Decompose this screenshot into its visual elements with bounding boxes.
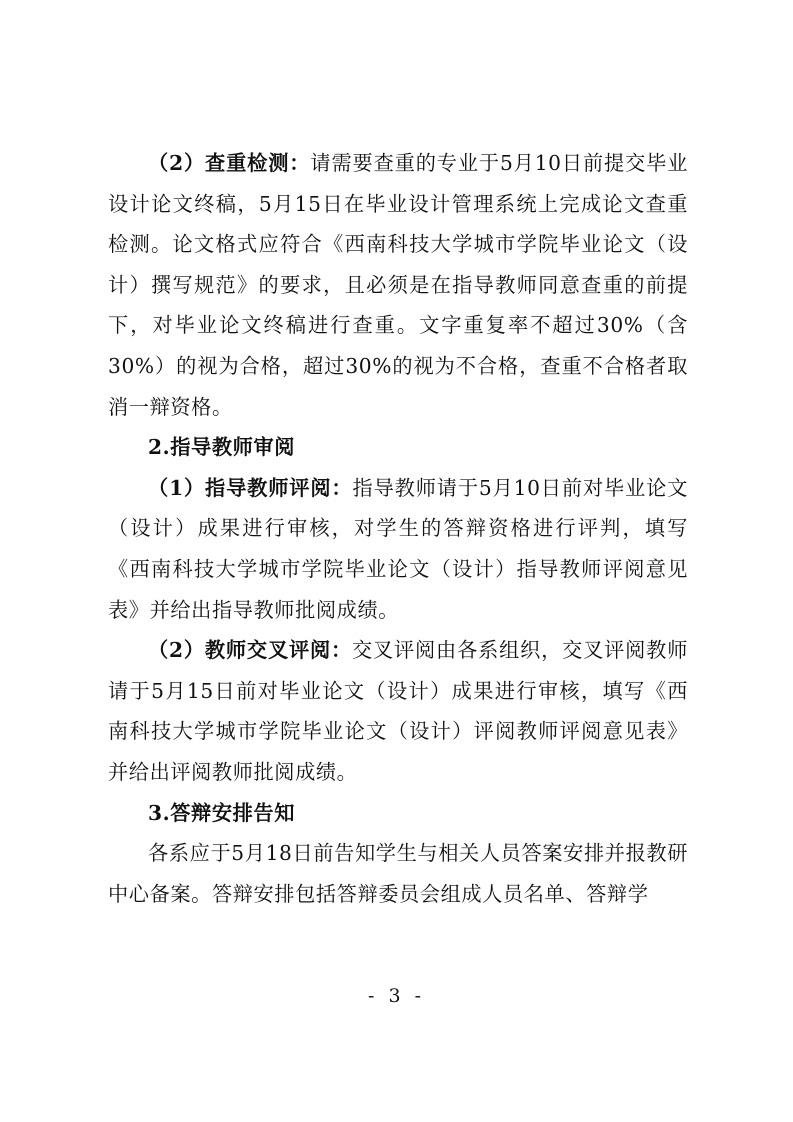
paragraph-text: 请需要查重的专业于5月10日前提交毕业设计论文终稿，5月15日在毕业设计管理系统上完成论文查重检测。论文格式应符合《西南科技大学城市学院毕业论文（设计）撰写规范》的要求，且必须是在指导教师同意查重的前提下，对毕业论文终稿进行查重。文字重复率不超过30%（含30%）的视为合格，超过30%的视为不合格，查重不合格者取消一辩资格。 [108,151,688,419]
paragraph-lead: （1）指导教师评阅： [148,475,353,500]
paragraph-text: 交叉评阅由各系组织，交叉评阅教师请于5月15日前对毕业论文（设计）成果进行审核，填写《西南科技大学城市学院毕业论文（设计）评阅教师评阅意见表》并给出评阅教师批阅成绩。 [108,638,688,784]
paragraph-lead: （2）查重检测： [148,151,311,175]
section-heading-defense-schedule: 3.答辩安排告知 [148,800,296,825]
paragraph-text: 指导教师请于5月10日前对毕业论文（设计）成果进行审核，对学生的答辩资格进行评判，填写《西南科技大学城市学院毕业论文（设计）指导教师评阅意见表》并给出指导教师批阅成绩。 [108,475,688,622]
paragraph-cross-review [108,630,688,792]
paragraph-advisor-review [108,468,688,630]
document-body [108,143,688,914]
paragraph-lead: （2）教师交叉评阅： [148,638,352,663]
section-heading-advisor-review: 2.指导教师审阅 [148,435,296,460]
page-number: - 3 - [367,985,425,1007]
paragraph-plagiarism-check [108,143,688,427]
paragraph-defense-schedule: 各系应于5月18日前告知学生与相关人员答案安排并报教研中心备案。答辩安排包括答辩委员会组成人员名单、答辩学 [108,841,688,906]
